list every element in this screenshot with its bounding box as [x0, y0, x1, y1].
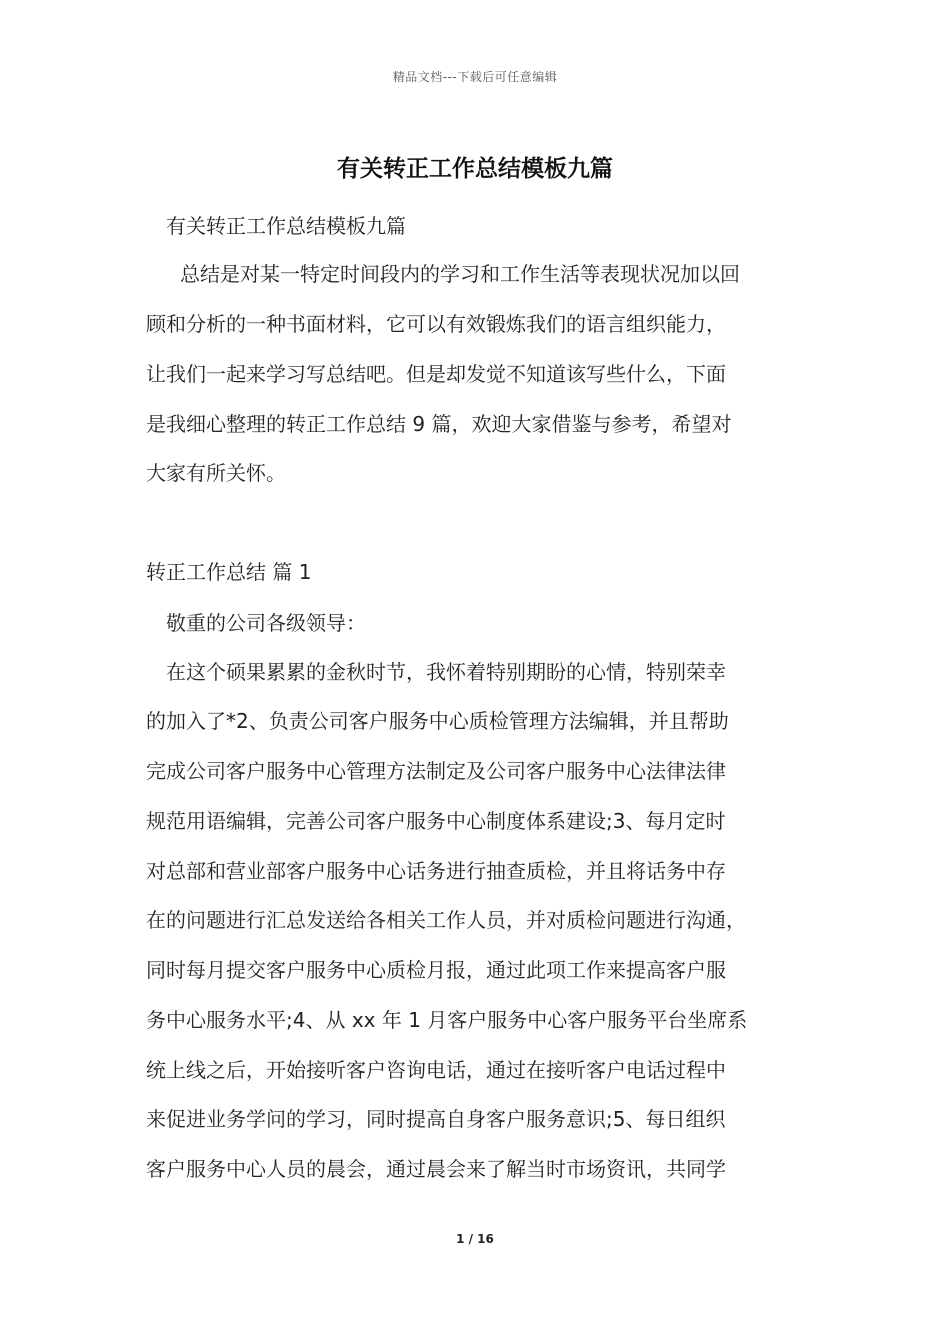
body-line-7: 同时每月提交客户服务中心质检月报，通过此项工作来提高客户服: [146, 958, 726, 982]
body-line-2: 的加入了*2、负责公司客户服务中心质检管理方法编辑，并且帮助: [146, 709, 729, 733]
intro-line-1: 总结是对某一特定时间段内的学习和工作生活等表现状况加以回: [180, 262, 740, 286]
body-line-8: 务中心服务水平;4、从 xx 年 1 月客户服务中心客户服务平台坐席系: [146, 1008, 748, 1032]
body-line-11: 客户服务中心人员的晨会，通过晨会来了解当时市场资讯，共同学: [146, 1157, 726, 1181]
intro-line-3: 让我们一起来学习写总结吧。但是却发觉不知道该写些什么，下面: [146, 362, 726, 386]
body-line-5: 对总部和营业部客户服务中心话务进行抽查质检，并且将话务中存: [146, 859, 726, 883]
body-line-10: 来促进业务学问的学习，同时提高自身客户服务意识;5、每日组织: [146, 1107, 726, 1131]
intro-line-2: 顾和分析的一种书面材料，它可以有效锻炼我们的语言组织能力，: [146, 312, 726, 336]
salutation-line: 敬重的公司各级领导：: [166, 611, 366, 635]
intro-line-5: 大家有所关怀。: [146, 461, 286, 485]
section-heading: 转正工作总结 篇 1: [146, 560, 312, 584]
subtitle-line: 有关转正工作总结模板九篇: [166, 214, 406, 238]
body-line-6: 在的问题进行汇总发送给各相关工作人员，并对质检问题进行沟通，: [146, 908, 746, 932]
body-line-1: 在这个硕果累累的金秋时节，我怀着特别期盼的心情，特别荣幸: [166, 660, 726, 684]
body-line-4: 规范用语编辑，完善公司客户服务中心制度体系建设;3、每月定时: [146, 809, 726, 833]
document-title: 有关转正工作总结模板九篇: [337, 156, 613, 182]
page-header: 精品文档---下载后可任意编辑: [392, 70, 558, 84]
body-line-9: 统上线之后，开始接听客户咨询电话，通过在接听客户电话过程中: [146, 1058, 726, 1082]
body-line-3: 完成公司客户服务中心管理方法制定及公司客户服务中心法律法律: [146, 759, 726, 783]
page-number: 1 / 16: [456, 1232, 494, 1246]
intro-line-4: 是我细心整理的转正工作总结 9 篇，欢迎大家借鉴与参考，希望对: [146, 412, 732, 436]
